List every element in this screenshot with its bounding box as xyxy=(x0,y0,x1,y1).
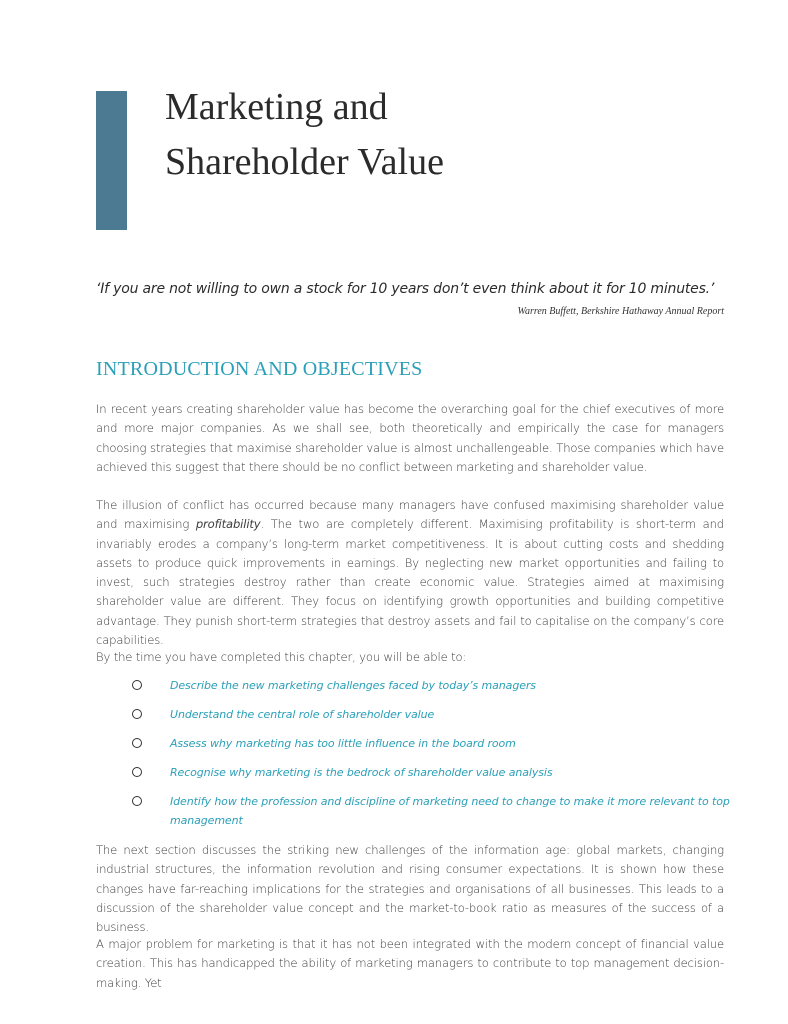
objective-item xyxy=(130,734,516,753)
objective-text: Identify how the profession and discipline of marketing need to change to make it more relevant to top management xyxy=(170,795,730,827)
intro-paragraph-2 xyxy=(96,496,724,650)
epigraph-source: Warren Buffett, Berkshire Hathaway Annual Report xyxy=(517,306,724,317)
objective-item xyxy=(130,705,434,724)
circle-bullet-icon xyxy=(132,680,142,690)
objective-text: Recognise why marketing is the bedrock of shareholder value analysis xyxy=(170,766,553,779)
circle-bullet-icon xyxy=(132,796,142,806)
epigraph-quote: ‘If you are not willing to own a stock for 10 years don’t even think about it for 10 minutes.’ xyxy=(96,281,715,297)
objective-text: Describe the new marketing challenges faced by today’s managers xyxy=(170,679,536,692)
paragraph-2-text-end: . The two are completely different. Maximising profitability is short-term and invariably erodes a company’s long-term market competitiveness. It is about cutting costs and shedding assets to produce quick improvements in earnings. By neglecting new market opportunities and failing to invest, such strategies destroy rather than create economic value. Strategies aimed at maximising shareholder value are different. They focus on identifying growth opportunities and building competitive advantage. They punish short-term strategies that destroy assets and fail to capitalise on the company’s core capabilities. xyxy=(96,517,725,648)
chapter-title-line-1: Marketing and xyxy=(165,86,388,128)
section-heading: INTRODUCTION AND OBJECTIVES xyxy=(96,358,423,380)
objective-item xyxy=(130,792,730,830)
intro-paragraph-5: A major problem for marketing is that it has not been integrated with the modern concept of financial value creation. This has handicapped the ability of marketing managers to contribute to top management decision-making. Yet xyxy=(96,937,724,990)
intro-paragraph-1: In recent years creating shareholder value has become the overarching goal for the chief executives of more and more major companies. As we shall see, both theoretically and empirically the case for managers choosing strategies that maximise shareholder value is almost unchallengeable. Those companies which have achieved this suggest that there should be no conflict between marketing and shareholder value. xyxy=(96,402,724,474)
intro-paragraph-4: The next section discusses the striking new challenges of the information age: global markets, changing industrial structures, the information revolution and rising consumer expectations. It is shown how these changes have far-reaching implications for the strategies and organisations of all businesses. This leads to a discussion of the shareholder value concept and the market-to-book ratio as measures of the success of a business. xyxy=(96,843,724,935)
circle-bullet-icon xyxy=(132,738,142,748)
objective-text: Understand the central role of shareholder value xyxy=(170,708,435,721)
objective-text: Assess why marketing has too little influence in the board room xyxy=(170,737,516,750)
chapter-title-line-2: Shareholder Value xyxy=(165,141,444,183)
circle-bullet-icon xyxy=(132,767,142,777)
profitability-emphasis: profitability xyxy=(195,517,261,532)
chapter-title xyxy=(165,80,725,190)
objectives-intro: By the time you have completed this chapter, you will be able to: xyxy=(96,650,467,664)
paragraph-2-text-start: The illusion of conflict has occurred because many managers have confused maximising shareholder value and maximising xyxy=(96,498,724,532)
circle-bullet-icon xyxy=(132,709,142,719)
chapter-accent-bar xyxy=(96,91,127,230)
objective-item xyxy=(130,676,536,695)
objective-item xyxy=(130,763,552,782)
